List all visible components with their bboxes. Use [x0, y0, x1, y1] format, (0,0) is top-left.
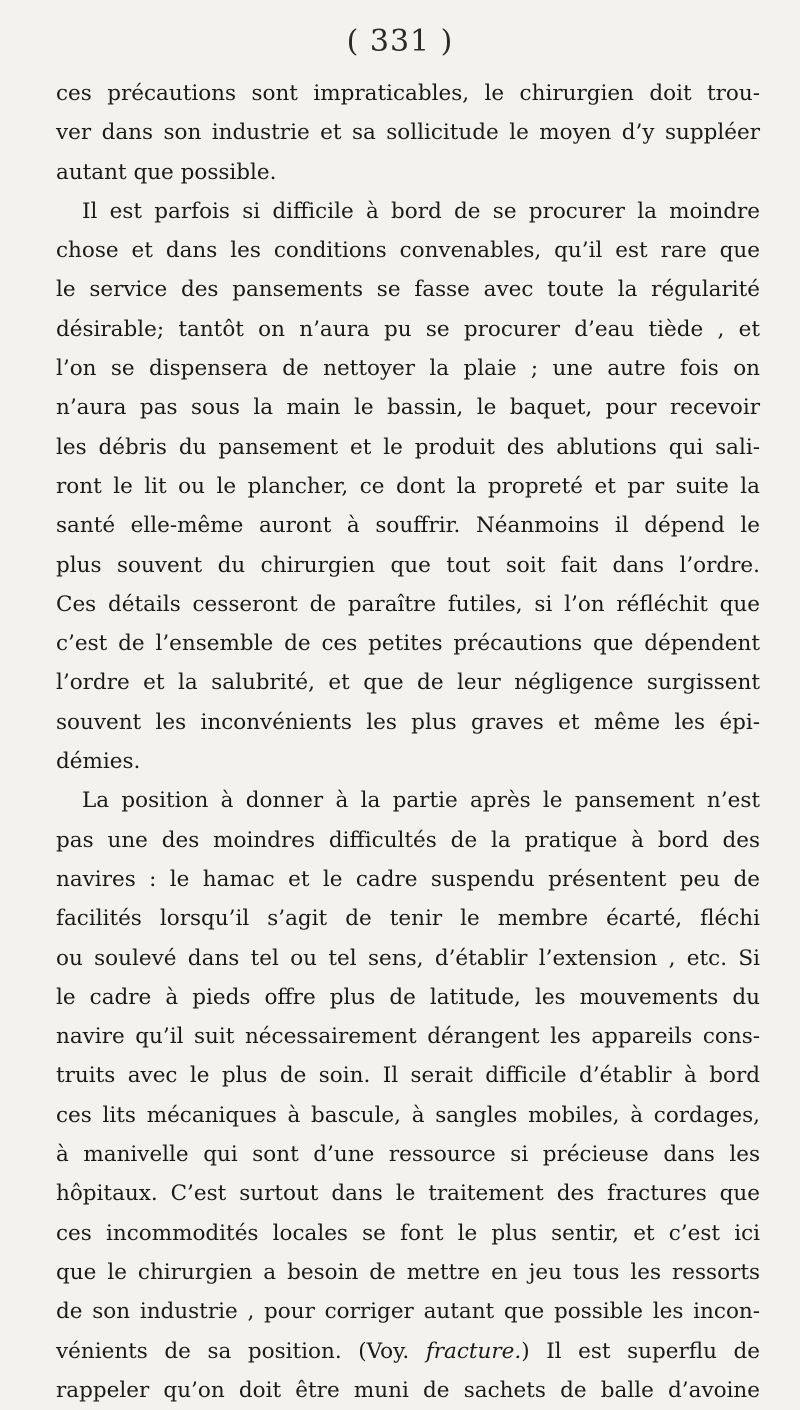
- body-text: [56, 74, 760, 1410]
- text-line: ces précautions sont impraticables, le chirurgien doit trou-: [56, 81, 760, 106]
- text-line: l’on se dispensera de nettoyer la plaie ; une autre fois on: [56, 356, 760, 382]
- text-line: n’aura pas sous la main le bassin, le baquet, pour recevoir: [56, 395, 760, 421]
- text-line: autant que possible.: [56, 159, 277, 185]
- text-line: hôpitaux. C’est surtout dans le traitement des fractures que: [56, 1181, 760, 1207]
- text-line: le cadre à pieds offre plus de latitude, les mouvements du: [56, 984, 760, 1010]
- text-line: navire qu’il suit nécessairement dérangent les appareils cons-: [56, 1024, 760, 1050]
- text-line: démies.: [56, 749, 141, 775]
- text-line: truits avec le plus de soin. Il serait difficile d’établir à bord: [56, 1063, 760, 1089]
- text-line: ou soulevé dans tel ou tel sens, d’établir l’extension , etc. Si: [56, 945, 760, 971]
- text-line: c’est de l’ensemble de ces petites précautions que dépendent: [56, 631, 760, 657]
- text-line: santé elle-même auront à souffrir. Néanmoins il dépend le: [56, 513, 760, 539]
- text-line: désirable; tantôt on n’aura pu se procurer d’eau tiède , et: [56, 316, 760, 342]
- text-line: les débris du pansement et le produit des ablutions qui sali-: [56, 434, 760, 460]
- text-line: La position à donner à la partie après le pansement n’est: [82, 788, 760, 814]
- text-line: plus souvent du chirurgien que tout soit fait dans l’ordre.: [56, 552, 760, 578]
- text-line: le service des pansements se fasse avec toute la régularité: [56, 277, 760, 303]
- text-line: rappeler qu’on doit être muni de sachets de balle d’avoine: [56, 1377, 760, 1403]
- text-segment: vénients de sa position. (Voy.: [56, 1338, 426, 1364]
- text-line: que le chirurgien a besoin de mettre en jeu tous les ressorts: [56, 1259, 760, 1285]
- text-line: souvent les inconvénients les plus graves et même les épi-: [56, 709, 760, 735]
- text-line: [56, 1332, 760, 1371]
- text-line: de son industrie , pour corriger autant que possible les incon-: [56, 1299, 760, 1325]
- text-line: chose et dans les conditions convenables, qu’il est rare que: [56, 238, 760, 264]
- text-line: Il est parfois si difficile à bord de se procurer la moindre: [82, 198, 760, 224]
- text-line: l’ordre et la salubrité, et que de leur négligence surgissent: [56, 670, 760, 696]
- text-segment: ) Il est superflu de: [521, 1338, 760, 1364]
- text-line: ver dans son industrie et sa sollicitude le moyen d’y suppléer: [56, 120, 760, 146]
- page-number: ( 331 ): [346, 24, 454, 59]
- text-line: ces incommodités locales se font le plus sentir, et c’est ici: [56, 1220, 760, 1246]
- text-line: Ces détails cesseront de paraître futiles, si l’on réfléchit que: [56, 591, 760, 617]
- text-line: ces lits mécaniques à bascule, à sangles mobiles, à cordages,: [56, 1102, 760, 1128]
- text-line: à manivelle qui sont d’une ressource si précieuse dans les: [56, 1142, 760, 1168]
- text-line: navires : le hamac et le cadre suspendu présentent peu de: [56, 866, 760, 892]
- italic-reference: fracture.: [425, 1338, 522, 1364]
- text-line: pas une des moindres difficultés de la pratique à bord des: [56, 827, 760, 853]
- text-line: ront le lit ou le plancher, ce dont la propreté et par suite la: [56, 473, 760, 499]
- text-line: facilités lorsqu’il s’agit de tenir le membre écarté, fléchi: [56, 906, 760, 932]
